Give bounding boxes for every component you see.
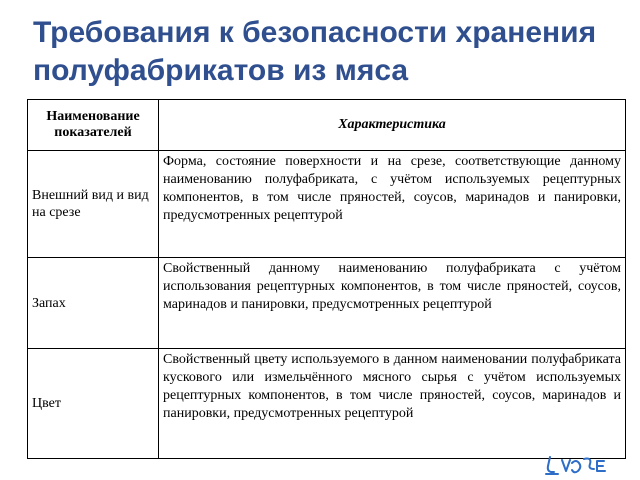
indicator-name: Запах [28, 258, 159, 349]
table-row [28, 151, 626, 258]
table-row [28, 349, 626, 459]
column-header-indicator: Наименование показателей [28, 100, 159, 151]
column-header-characteristic: Характеристика [159, 100, 626, 151]
indicator-description: Форма, состояние поверхности и на срезе, соответствующие данному наименованию полуфабриката, с учётом используемых рецептурных компонентов, в том числе пряностей, соусов, маринадов и панировки, предусмотренных рецептурой [159, 151, 626, 258]
table-header-row [28, 100, 626, 151]
indicator-description: Свойственный данному наименованию полуфабриката с учётом использования рецептурных компонентов, в том числе пряностей, соусов, маринадов и панировки, предусмотренных рецептурой [159, 258, 626, 349]
table-row [28, 258, 626, 349]
requirements-table [27, 99, 626, 459]
indicator-description: Свойственный цвету используемого в данном наименовании полуфабриката кускового или измельчённого мясного сырья с учётом используемых рецептурных компонентов, в том числе пряностей, соусов, маринадов и панировки, предусмотренных рецептурой [159, 349, 626, 459]
slide-title: Требования к безопасности хранения полуфабрикатов из мяса [33, 16, 597, 87]
logo-mark-icon [542, 454, 612, 476]
indicator-name: Внешний вид и вид на срезе [28, 151, 159, 258]
indicator-name: Цвет [28, 349, 159, 459]
